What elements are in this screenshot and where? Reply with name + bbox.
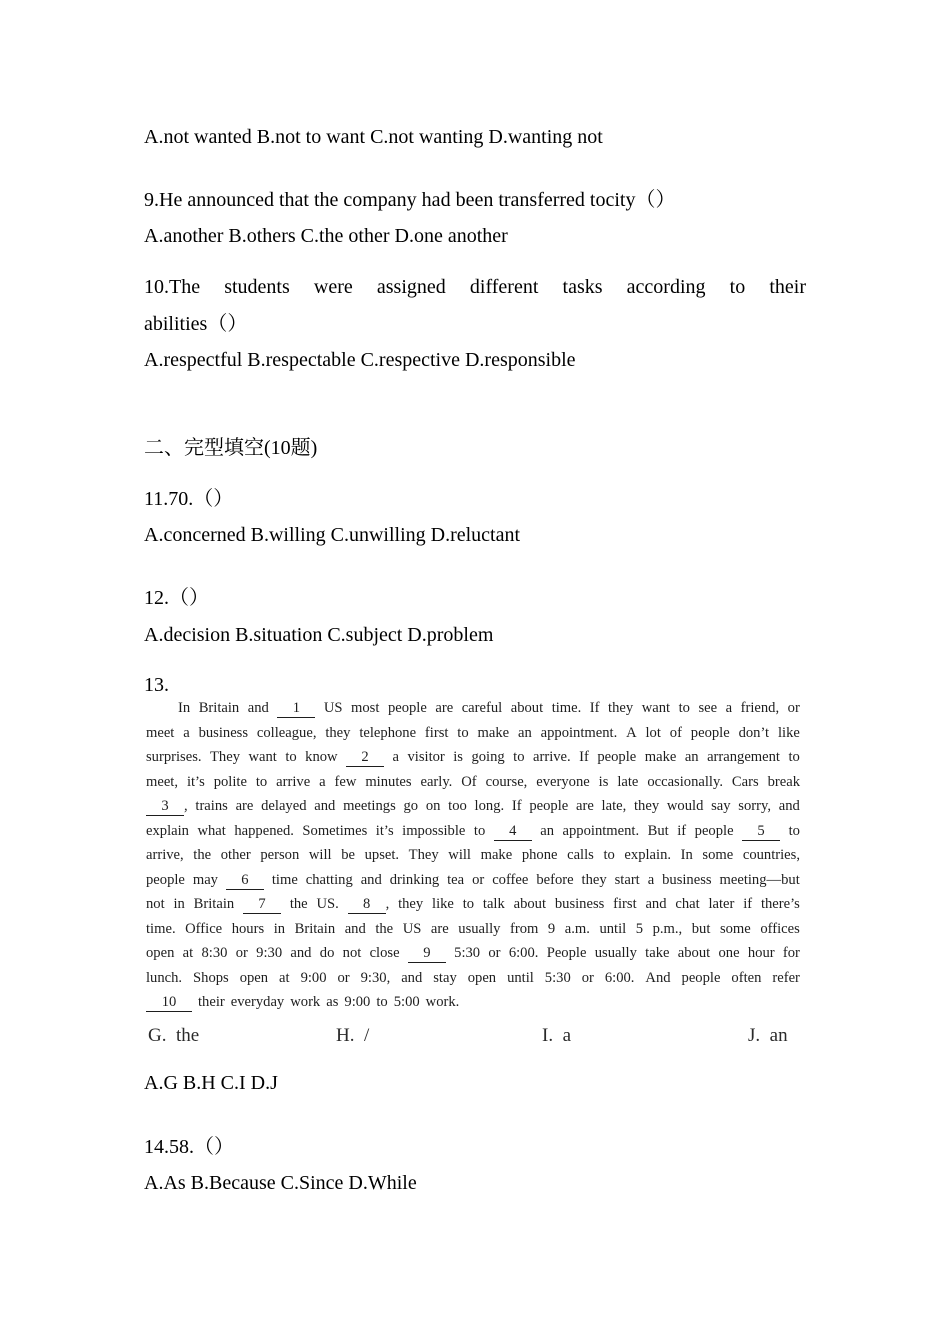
passage-word: drinking	[389, 871, 440, 888]
passage-word: to	[376, 994, 388, 1010]
blank-token: 1	[277, 696, 315, 721]
passage-word: 5	[635, 920, 644, 937]
passage-word: and	[290, 945, 312, 961]
passage-word: 9:30	[256, 945, 283, 961]
passage-word: say	[711, 798, 731, 814]
passage-word: 8:30	[201, 945, 228, 961]
passage-word: or	[488, 945, 501, 961]
passage-word: they	[325, 724, 351, 741]
passage-word: people	[681, 969, 721, 986]
blank-token: 9	[408, 941, 446, 966]
passage-word: if	[743, 896, 753, 912]
passage-word: until	[507, 969, 534, 986]
q8-options: A.not wanted B.not to want C.not wanting D.wanting not	[144, 126, 603, 148]
passage-line	[146, 941, 800, 966]
q12-options: A.decision B.situation C.subject D.problem	[144, 624, 494, 646]
passage-word: business	[198, 724, 249, 741]
q13-options: A.G B.H C.I D.J	[144, 1072, 278, 1094]
passage-word: too	[448, 798, 467, 814]
passage-word: In	[680, 847, 693, 863]
passage-word: coffee	[492, 871, 529, 888]
q10-question-line1	[144, 273, 806, 301]
passage-word: 5:00	[393, 994, 420, 1010]
choice-g: G. the	[148, 1025, 200, 1046]
passage-word: phone	[521, 847, 558, 863]
passage-word: business	[554, 896, 605, 912]
passage-word: going	[471, 749, 505, 765]
passage-word: usually	[594, 945, 637, 961]
passage-word: They	[210, 749, 241, 765]
passage-word: a	[183, 724, 190, 741]
passage-word: 6:00.	[508, 945, 539, 961]
passage-word: hours	[231, 920, 265, 937]
passage-word: If	[511, 798, 522, 814]
passage-word: to	[678, 700, 690, 716]
passage-word: is	[598, 773, 609, 790]
passage-word: people	[690, 724, 730, 741]
passage-line	[146, 843, 800, 868]
passage-word: on	[425, 798, 441, 814]
passage-word: open	[239, 969, 269, 986]
passage-word: some	[702, 847, 734, 863]
q14-question: 14.58.（）	[144, 1136, 234, 1158]
passage-word: chat	[675, 896, 700, 912]
passage-word: and	[401, 969, 423, 986]
passage-word: tea	[447, 871, 465, 888]
passage-word: about	[510, 700, 544, 716]
passage-word: impossible	[402, 822, 466, 839]
passage-word: are	[435, 700, 454, 716]
passage-word: offices	[760, 920, 800, 937]
passage-word: or	[235, 945, 248, 961]
passage-word: from	[510, 920, 539, 937]
passage-word: about	[677, 945, 711, 961]
passage-word: calls	[567, 847, 594, 863]
passage-word: arrangement	[707, 749, 780, 765]
passage-word: late,	[601, 798, 627, 814]
passage-word: to	[513, 749, 525, 765]
passage-word: like	[432, 896, 454, 912]
passage-word: are	[235, 798, 254, 814]
passage-word: or	[472, 871, 485, 888]
passage-word: work.	[425, 994, 460, 1010]
passage-word: They	[408, 847, 439, 863]
passage-word: 9:00	[300, 969, 327, 986]
passage-word: an	[517, 724, 532, 741]
passage-word: or	[337, 969, 350, 986]
passage-word: explain	[146, 822, 189, 839]
passage-word: polite	[213, 773, 247, 790]
passage-word: are	[430, 920, 449, 937]
passage-word: hour	[747, 945, 775, 961]
blank-token: 2	[346, 745, 384, 770]
passage-word: visitor	[407, 749, 445, 765]
passage-word: some	[719, 920, 751, 937]
passage-word: first	[424, 724, 449, 741]
passage-word: lunch.	[146, 969, 183, 986]
passage-word: are	[575, 798, 594, 814]
passage-word: happened.	[234, 822, 294, 839]
q10-word: 10.The	[144, 276, 201, 298]
passage-word: to	[788, 822, 800, 839]
q9-options: A.another B.others C.the other D.one another	[144, 225, 508, 247]
choice-i: I. a	[542, 1025, 572, 1046]
passage-word: in	[173, 896, 185, 912]
passage-word: not	[342, 945, 362, 961]
passage-word: like	[777, 724, 800, 741]
passage-word: 9:30,	[360, 969, 391, 986]
passage-word: Of	[461, 773, 477, 790]
passage-word: make	[477, 724, 510, 741]
choice-j: J. an	[748, 1025, 788, 1046]
passage-word: late	[617, 773, 639, 790]
passage-word: and	[778, 798, 800, 814]
passage-word: 6:00.	[604, 969, 635, 986]
q10-word: tasks	[562, 276, 603, 298]
passage-line	[146, 721, 800, 746]
passage-word: may	[192, 871, 218, 888]
passage-word: often	[731, 969, 762, 986]
passage-word: is	[453, 749, 463, 765]
passage-word: or	[787, 700, 800, 716]
passage-word: and	[344, 920, 366, 937]
q13-number: 13.	[144, 674, 169, 696]
passage-word: trains	[195, 798, 228, 814]
q14-options: A.As B.Because C.Since D.While	[144, 1172, 417, 1194]
passage-word: long.	[474, 798, 505, 814]
passage-word: to	[457, 724, 469, 741]
passage-word: a	[319, 773, 326, 790]
passage-word: they	[581, 871, 607, 888]
passage-line	[146, 892, 800, 917]
passage-word: but	[691, 920, 711, 937]
passage-word: they	[398, 896, 424, 912]
q12-question: 12.（）	[144, 587, 209, 609]
passage-word: surprises.	[146, 749, 202, 765]
passage-word: colleague,	[256, 724, 317, 741]
passage-word: first	[613, 896, 637, 912]
passage-word: start	[614, 871, 640, 888]
blank-token: 6	[226, 868, 264, 893]
passage-word: and	[247, 700, 269, 716]
passage-word: to	[603, 847, 615, 863]
passage-line	[146, 868, 800, 893]
passage-word: as	[326, 994, 339, 1010]
passage-word: see	[698, 700, 718, 716]
passage-word: know	[305, 749, 338, 765]
passage-word: US	[402, 920, 422, 937]
passage-word: people	[597, 749, 637, 765]
passage-word: before	[536, 871, 574, 888]
passage-word: people	[694, 822, 734, 839]
passage-word: countries,	[742, 847, 800, 863]
passage-word: one	[718, 945, 740, 961]
passage-word: their	[198, 994, 225, 1010]
passage-line	[146, 966, 800, 991]
passage-word: In	[178, 700, 191, 716]
q10-word: their	[769, 276, 806, 298]
passage-word: in	[273, 920, 286, 937]
passage-word: and	[314, 798, 336, 814]
passage-word: the	[289, 896, 308, 912]
passage-word: sorry,	[738, 798, 771, 814]
passage-word: later	[708, 896, 735, 912]
passage-word: to	[473, 822, 486, 839]
passage-word: close	[369, 945, 400, 961]
passage-word: to	[788, 749, 800, 765]
passage-word: do	[319, 945, 335, 961]
passage-word: Britain	[193, 896, 235, 912]
passage-word: arrive,	[146, 847, 184, 863]
passage-word: US	[323, 700, 343, 716]
passage-word: and	[645, 896, 667, 912]
passage-word: make	[644, 749, 677, 765]
blank-token: 10	[146, 990, 192, 1015]
passage-line	[146, 917, 800, 942]
passage-word: at	[182, 945, 194, 961]
q11-question: 11.70.（）	[144, 488, 234, 510]
passage-word: telephone	[359, 724, 417, 741]
passage-word: to	[462, 896, 475, 912]
passage-word: go	[403, 798, 419, 814]
passage-word: the	[375, 920, 394, 937]
passage-word: business	[662, 871, 712, 888]
passage-word: time	[271, 871, 298, 888]
passage-word: want	[641, 700, 671, 716]
passage-word: what	[197, 822, 226, 839]
passage-word: arrive.	[533, 749, 571, 765]
passage-word: minutes	[365, 773, 412, 790]
passage-word: time.	[146, 920, 176, 937]
passage-word: chatting	[305, 871, 353, 888]
passage-word: there’s	[760, 896, 800, 912]
passage-word: will	[308, 847, 332, 863]
blank-token: 5	[742, 819, 780, 844]
passage-word: People	[546, 945, 587, 961]
passage-word: most	[351, 700, 380, 716]
passage-word: it’s	[186, 773, 205, 790]
passage-word: want	[248, 749, 277, 765]
passage-word: if	[677, 822, 687, 839]
q10-word: different	[469, 276, 539, 298]
cloze-choice-row	[146, 1025, 800, 1053]
passage-word: meet,	[146, 773, 179, 790]
passage-word: Cars	[731, 773, 759, 790]
passage-word: If	[579, 749, 589, 765]
passage-word: appointment.	[540, 724, 618, 741]
passage-word: But	[647, 822, 669, 839]
passage-word: meeting—but	[719, 871, 800, 888]
blank-token: 4	[494, 819, 532, 844]
passage-word: at	[279, 969, 290, 986]
q10-options: A.respectful B.respectable C.respective D.responsible	[144, 349, 576, 371]
passage-word: 9	[547, 920, 556, 937]
passage-word: work	[290, 994, 321, 1010]
passage-word: to	[255, 773, 268, 790]
passage-word: a	[647, 871, 655, 888]
passage-word: stay	[433, 969, 457, 986]
q11-options: A.concerned B.willing C.unwilling D.reluctant	[144, 524, 521, 546]
passage-word: Britain	[198, 700, 240, 716]
passage-word: appointment.	[562, 822, 640, 839]
passage-word: 5:30	[454, 945, 481, 961]
passage-word: Sometimes	[302, 822, 368, 839]
passage-word: an	[684, 749, 699, 765]
passage-word: p.m.,	[652, 920, 683, 937]
passage-word: a	[392, 749, 400, 765]
passage-word: upset.	[364, 847, 400, 863]
passage-word: it’s	[375, 822, 394, 839]
passage-word: a	[725, 700, 733, 716]
passage-line	[146, 696, 800, 721]
passage-word: talk	[482, 896, 505, 912]
passage-word: take	[645, 945, 670, 961]
passage-word: open	[146, 945, 175, 961]
q10-word: students	[224, 276, 290, 298]
q10-word: to	[729, 276, 746, 298]
q10-word: according	[626, 276, 706, 298]
passage-word: few	[334, 773, 357, 790]
passage-word: will	[448, 847, 471, 863]
passage-word: about	[513, 896, 547, 912]
passage-word: If	[589, 700, 600, 716]
passage-line	[146, 794, 800, 819]
passage-word: meet	[146, 724, 175, 741]
passage-word: US.	[316, 896, 339, 912]
passage-word: to	[285, 749, 297, 765]
passage-word: not	[146, 896, 165, 912]
passage-word: of	[669, 724, 682, 741]
passage-line	[146, 990, 800, 1015]
passage-line	[146, 745, 800, 770]
passage-word: they	[634, 798, 660, 814]
passage-word: person	[260, 847, 300, 863]
passage-word: explain.	[624, 847, 672, 863]
passage-word: be	[341, 847, 355, 863]
passage-line	[146, 819, 800, 844]
passage-word: people	[529, 798, 569, 814]
passage-word: for	[782, 945, 800, 961]
blank-token: 8 ,	[348, 892, 390, 917]
passage-word: people	[387, 700, 427, 716]
q10-question-line2: abilities（）	[144, 313, 248, 335]
passage-word: they	[608, 700, 634, 716]
passage-word: a.m.	[564, 920, 590, 937]
blank-token: 3 ,	[146, 794, 188, 819]
passage-word: time.	[551, 700, 582, 716]
passage-word: delayed	[261, 798, 307, 814]
passage-word: refer	[772, 969, 800, 986]
q9-question: 9.He announced that the company had been transferred tocity（）	[144, 189, 676, 211]
passage-word: Britain	[294, 920, 336, 937]
passage-word: occasionally.	[647, 773, 723, 790]
blank-token: 7	[243, 892, 281, 917]
passage-line	[146, 770, 800, 795]
passage-word: open	[467, 969, 497, 986]
passage-word: or	[581, 969, 594, 986]
passage-word: everyone	[536, 773, 590, 790]
passage-word: friend,	[740, 700, 780, 716]
passage-word: course,	[485, 773, 528, 790]
passage-word: careful	[461, 700, 503, 716]
passage-word: 5:30	[544, 969, 571, 986]
passage-word: and	[360, 871, 382, 888]
passage-word: arrive	[276, 773, 311, 790]
passage-word: an	[540, 822, 555, 839]
passage-word: would	[666, 798, 704, 814]
passage-word: Office	[185, 920, 223, 937]
passage-word: Shops	[193, 969, 229, 986]
cloze-passage-image	[146, 696, 800, 1015]
passage-word: make	[480, 847, 513, 863]
passage-word: until	[599, 920, 627, 937]
q10-word: assigned	[376, 276, 446, 298]
passage-word: the	[193, 847, 212, 863]
passage-word: other	[220, 847, 251, 863]
passage-word: lot	[645, 724, 661, 741]
q10-word: were	[313, 276, 353, 298]
passage-word: don’t	[738, 724, 770, 741]
passage-word: meetings	[343, 798, 396, 814]
passage-word: break	[767, 773, 800, 790]
choice-h: H. /	[336, 1025, 370, 1046]
passage-word: everyday	[230, 994, 285, 1010]
section-title: 二、完型填空(10题)	[144, 437, 318, 459]
passage-word: And	[645, 969, 671, 986]
passage-word: usually	[458, 920, 501, 937]
passage-word: 9:00	[344, 994, 371, 1010]
passage-word: A	[626, 724, 637, 741]
passage-word: people	[146, 871, 185, 888]
passage-word: early.	[420, 773, 453, 790]
